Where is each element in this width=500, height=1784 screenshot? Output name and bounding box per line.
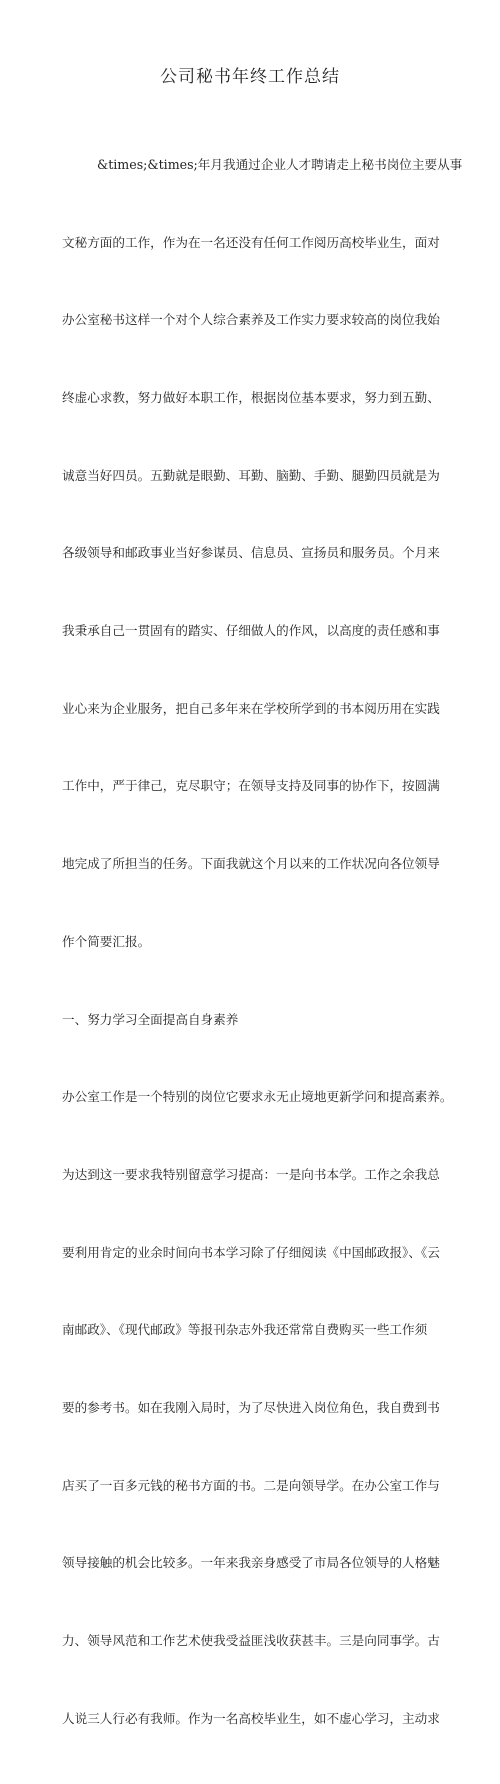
text-line: 要利用肯定的业余时间向书本学习除了仔细阅读《中国邮政报》、《云 xyxy=(62,1244,440,1260)
text-line: &times;&times;年月我通过企业人才聘请走上秘书岗位主要从事 xyxy=(97,156,463,172)
text-line: 各级领导和邮政事业当好参谋员、信息员、宣扬员和服务员。个月来 xyxy=(62,545,440,561)
text-line: 我秉承自己一贯固有的踏实、仔细做人的作风，以高度的责任感和事 xyxy=(62,623,440,639)
text-line: 为达到这一要求我特别留意学习提高：一是向书本学。工作之余我总 xyxy=(62,1166,440,1182)
text-line: 领导接触的机会比较多。一年来我亲身感受了市局各位领导的人格魅 xyxy=(62,1555,440,1571)
section-heading: 一、努力学习全面提高自身素养 xyxy=(62,1011,239,1027)
text-line: 工作中，严于律己，克尽职守；在领导支持及同事的协作下，按圆满 xyxy=(62,778,440,794)
text-line: 人说三人行必有我师。作为一名高校毕业生，如不虚心学习，主动求 xyxy=(62,1710,440,1726)
text-line: 终虚心求教，努力做好本职工作，根据岗位基本要求，努力到五勤、 xyxy=(62,389,440,405)
section-1-paragraph xyxy=(62,1032,453,1783)
text-line: 要的参考书。如在我刚入局时，为了尽快进入岗位角色，我自费到书 xyxy=(62,1400,440,1416)
text-line: 业心来为企业服务，把自己多年来在学校所学到的书本阅历用在实践 xyxy=(62,700,440,716)
text-line: 地完成了所担当的任务。下面我就这个月以来的工作状况向各位领导 xyxy=(62,856,440,872)
document-title: 公司秘书年终工作总结 xyxy=(160,67,340,87)
text-line: 南邮政》、《现代邮政》等报刊杂志外我还常常自费购买一些工作须 xyxy=(62,1322,428,1338)
text-line: 作个简要汇报。 xyxy=(62,933,151,949)
text-line: 办公室工作是一个特别的岗位它要求永无止境地更新学问和提高素养。 xyxy=(62,1089,453,1105)
text-line: 力、领导风范和工作艺术使我受益匪浅收获甚丰。三是向同事学。古 xyxy=(62,1633,440,1649)
text-line: 诚意当好四员。五勤就是眼勤、耳勤、脑勤、手勤、腿勤四员就是为 xyxy=(62,467,440,483)
text-line: 办公室秘书这样一个对个人综合素养及工作实力要求较高的岗位我始 xyxy=(62,312,440,328)
text-line: 店买了一百多元钱的秘书方面的书。二是向领导学。在办公室工作与 xyxy=(62,1477,440,1493)
text-line: 文秘方面的工作，作为在一名还没有任何工作阅历高校毕业生，面对 xyxy=(62,234,440,250)
intro-paragraph xyxy=(62,100,463,1007)
